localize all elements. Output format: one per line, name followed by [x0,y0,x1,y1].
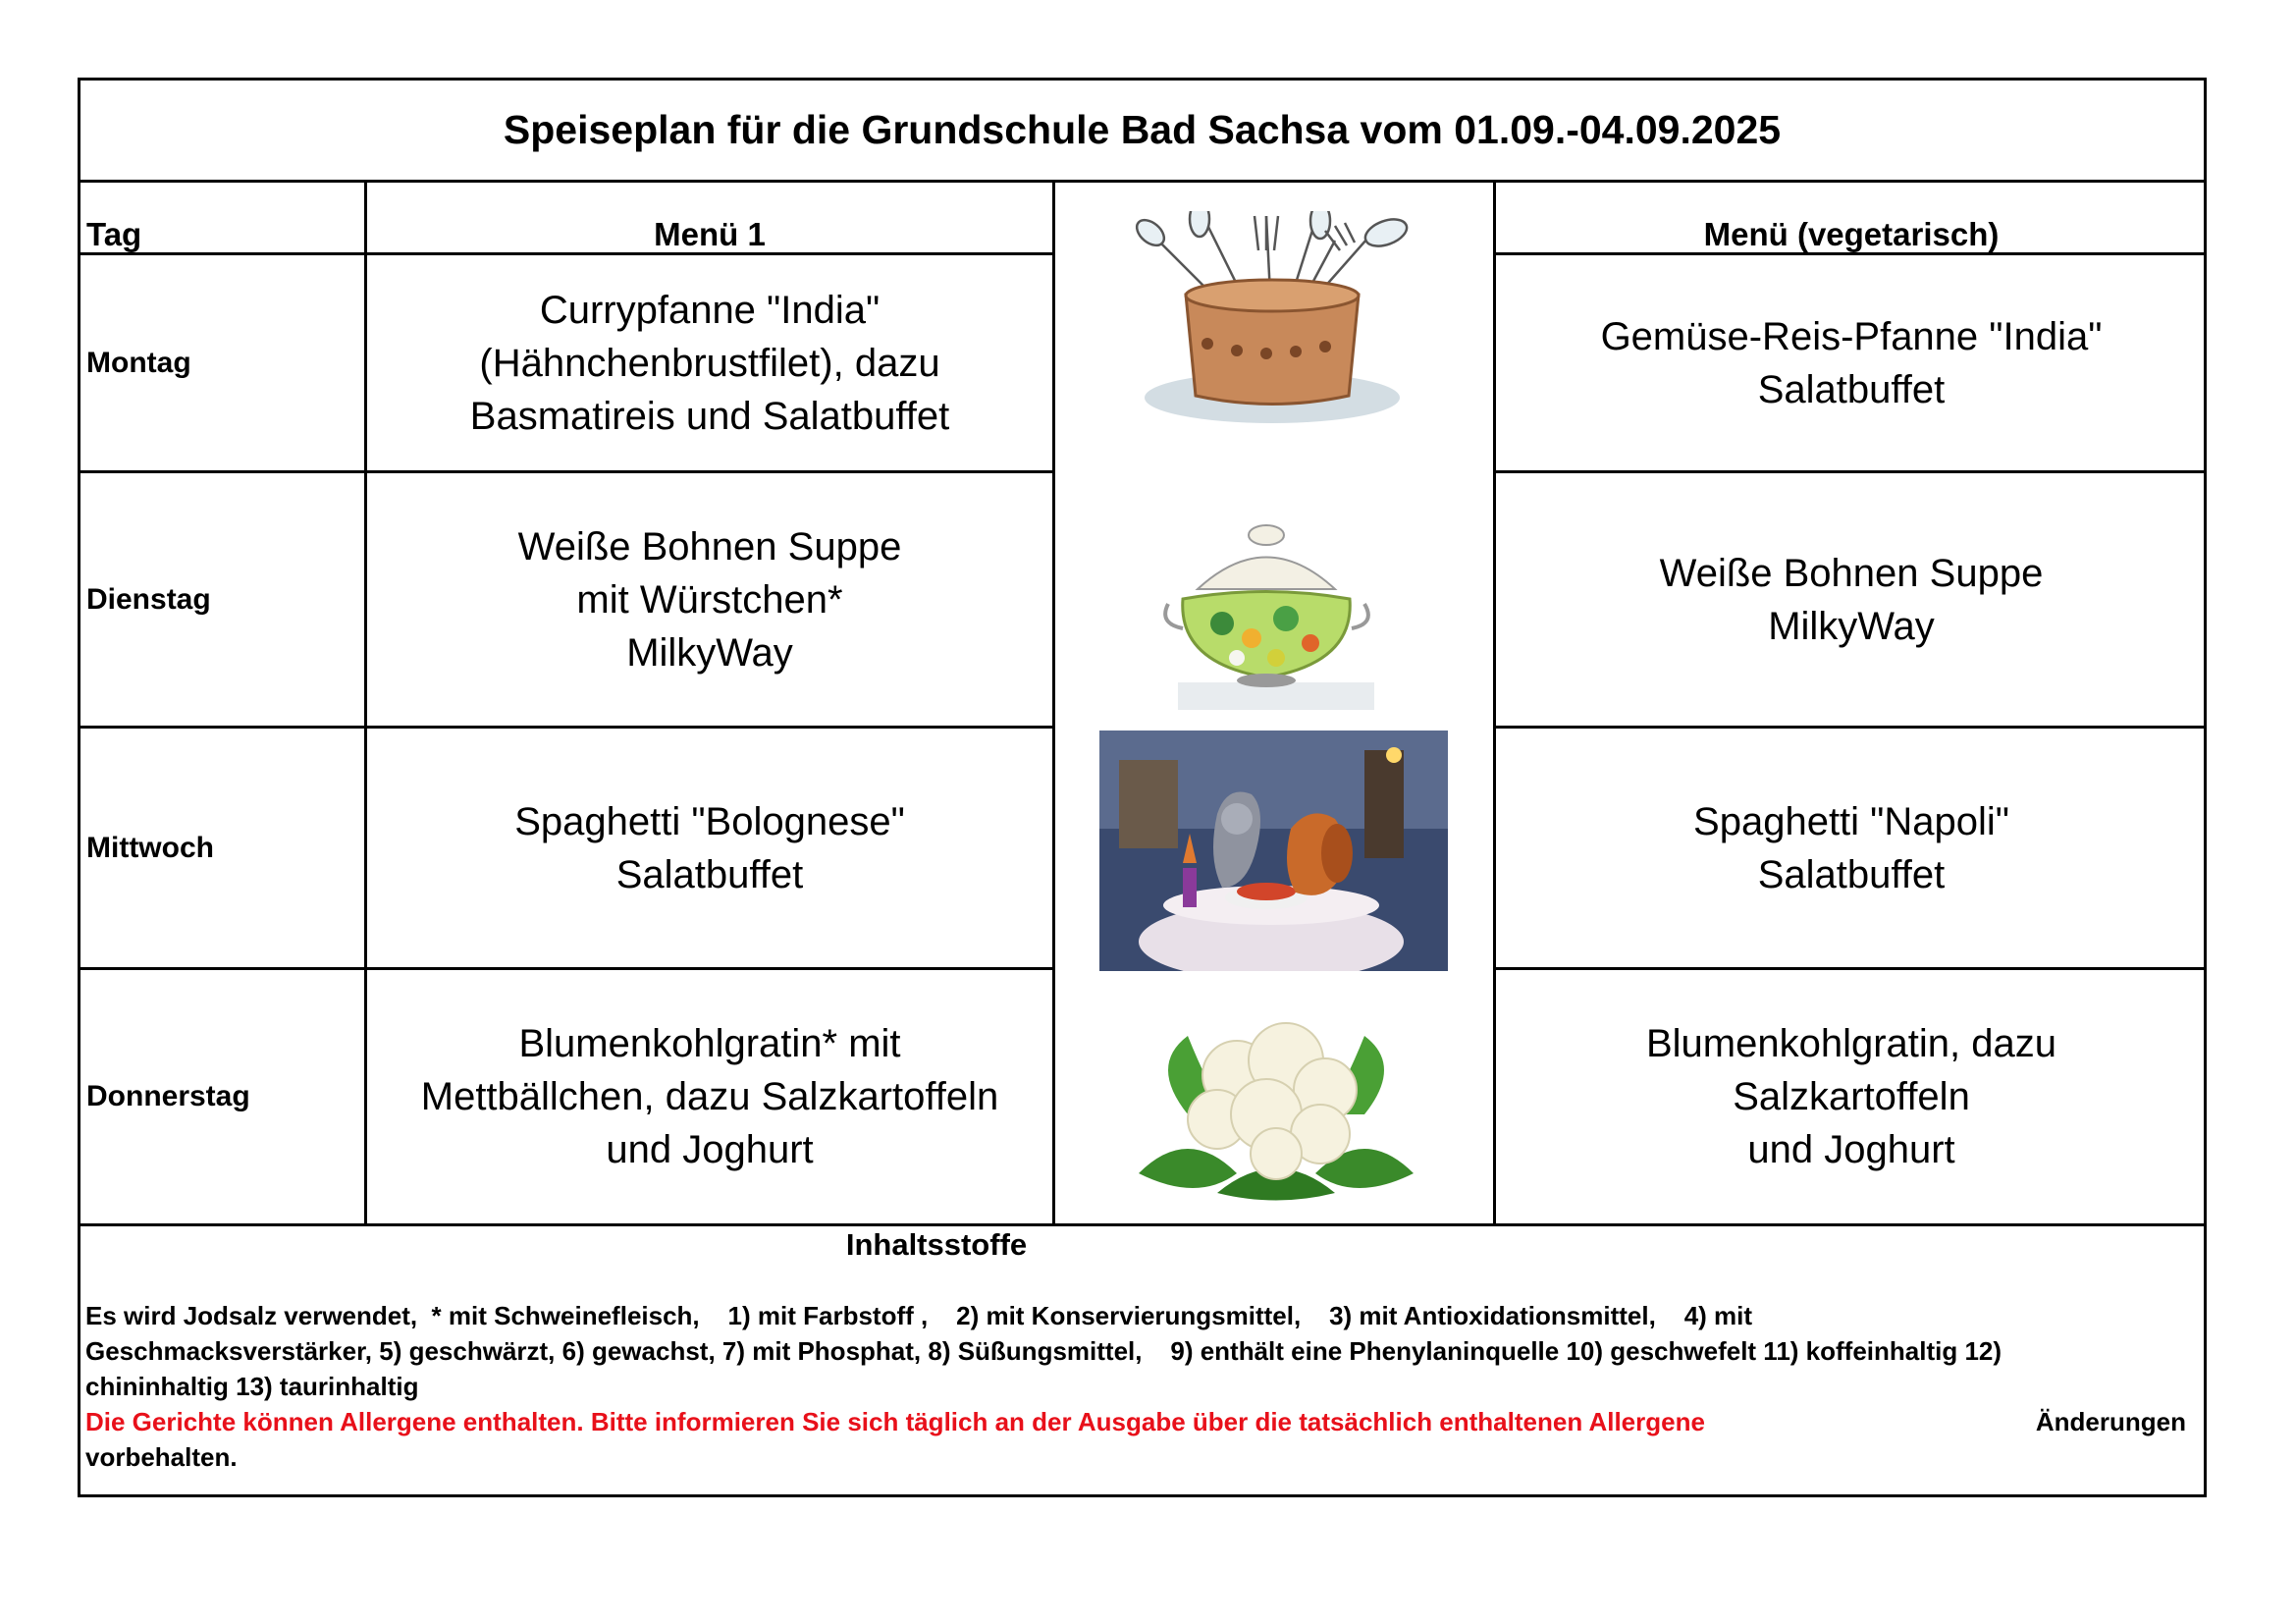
notes-line: Es wird Jodsalz verwendet, * mit Schweinefleisch, 1) mit Farbstoff , 2) mit Konservierungsmittel, 3) mit Antioxidationsmittel, 4) mit [85,1301,1753,1330]
day-label: Mittwoch [86,831,214,864]
dish-line: Spaghetti "Napoli" [1693,799,2009,843]
soup-tureen-icon [1158,515,1394,712]
cooking-utensils-pot-icon [1129,211,1423,442]
veg-dish [1496,970,2207,1223]
allergen-warning: Die Gerichte können Allergene enthalten. Bitte informieren Sie sich täglich an der Ausgabe über die tatsächlich enthaltenen Allergene [85,1407,1705,1436]
veg-dish [1496,255,2207,470]
ingredients-title: Inhaltsstoffe [845,1227,1028,1262]
dish-line: (Hähnchenbrustfilet), dazu [479,341,940,385]
dish-line: MilkyWay [626,630,793,675]
dish-line: und Joghurt [606,1128,814,1171]
dish-line: Blumenkohlgratin, dazu [1645,1022,2057,1065]
menu1-dish [367,970,1052,1223]
veg-dish [1496,729,2207,967]
veg-dish [1496,473,2207,726]
dish-line: Salatbuffet [1757,852,1946,896]
divider [1052,180,1055,1225]
notes-line: Geschmacksverstärker, 5) geschwärzt, 6) gewachst, 7) mit Phosphat, 8) Süßungsmittel, 9) enthält eine Phenylaninquelle 10) geschwefelt 11) koffeinhaltig 12) [85,1336,2002,1366]
notes-line: chininhaltig 13) taurinhaltig [85,1372,419,1401]
dish-line: und Joghurt [1747,1128,1955,1171]
dish-line: Salatbuffet [615,852,804,896]
changes-note: Änderungen [2035,1407,2186,1436]
header-menu1: Menü 1 [654,216,766,252]
day-label: Montag [86,346,191,379]
page-title: Speiseplan für die Grundschule Bad Sachsa vom 01.09.-04.09.2025 [503,106,1782,152]
menu1-dish [367,729,1052,967]
dogs-eating-spaghetti-picture [1099,731,1448,971]
dish-line: Currypfanne "India" [539,288,881,332]
dish-line: Spaghetti "Bolognese" [514,799,905,843]
dish-line: Blumenkohlgratin* mit [518,1022,901,1065]
header-day: Tag [86,216,142,252]
dish-line: Basmatireis und Salatbuffet [469,394,950,438]
day-label: Donnerstag [86,1080,250,1112]
dish-line: Gemüse-Reis-Pfanne "India" [1600,314,2103,358]
header-menu-veg: Menü (vegetarisch) [1703,216,2000,252]
dish-line: Salatbuffet [1757,367,1946,411]
cauliflower-icon [1129,1006,1423,1213]
divider [78,1223,2207,1226]
day-label: Dienstag [86,582,211,616]
dish-line: Weiße Bohnen Suppe [1659,551,2044,595]
dish-line: MilkyWay [1768,604,1935,648]
dish-line: mit Würstchen* [576,577,843,622]
dish-line: Mettbällchen, dazu Salzkartoffeln [420,1075,999,1118]
ingredients-notes [85,1298,2186,1475]
changes-note-cont: vorbehalten. [85,1442,238,1472]
menu1-dish [367,255,1052,470]
dish-line: Weiße Bohnen Suppe [517,524,902,568]
dish-line: Salzkartoffeln [1733,1075,1970,1118]
menu1-dish [367,473,1052,726]
